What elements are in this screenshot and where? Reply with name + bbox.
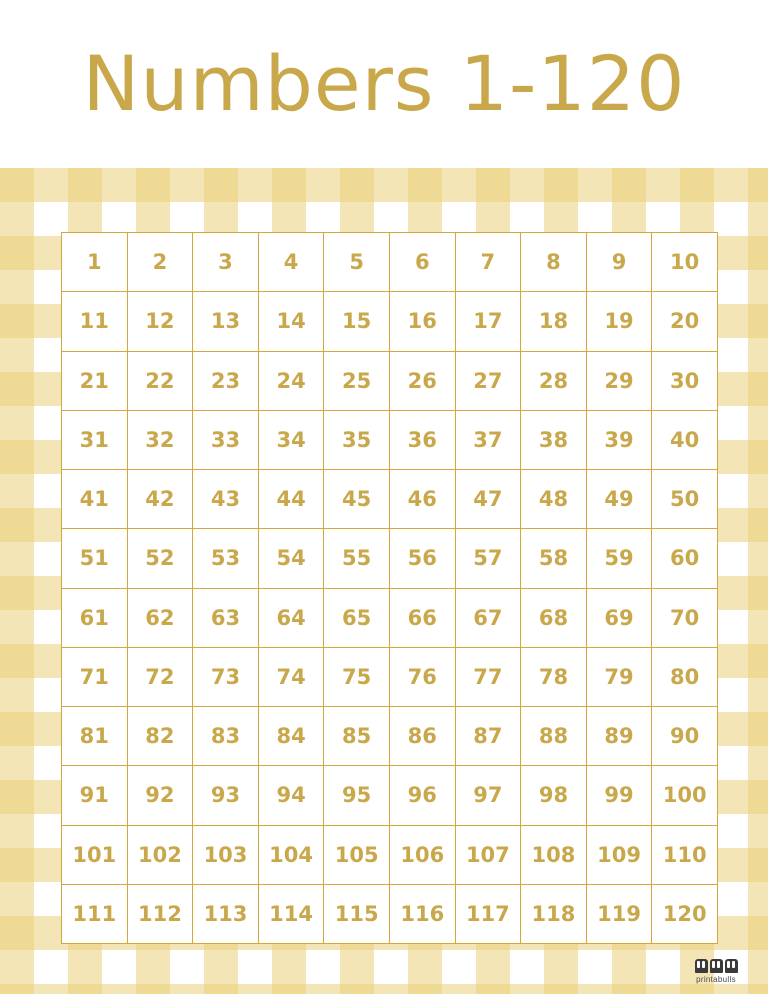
number-cell[interactable]: 84	[258, 707, 324, 766]
number-cell[interactable]: 72	[127, 647, 193, 706]
number-cell[interactable]: 116	[389, 884, 455, 943]
number-cell[interactable]: 21	[62, 351, 128, 410]
bull-head-icon-part	[725, 959, 738, 973]
number-cell[interactable]: 40	[652, 410, 718, 469]
number-cell[interactable]: 24	[258, 351, 324, 410]
number-cell[interactable]: 38	[521, 410, 587, 469]
number-cell[interactable]: 115	[324, 884, 390, 943]
number-cell[interactable]: 7	[455, 233, 521, 292]
number-cell[interactable]: 23	[193, 351, 259, 410]
number-cell[interactable]: 118	[521, 884, 587, 943]
number-cell[interactable]: 97	[455, 766, 521, 825]
number-cell[interactable]: 55	[324, 529, 390, 588]
number-cell[interactable]: 5	[324, 233, 390, 292]
number-cell[interactable]: 75	[324, 647, 390, 706]
number-cell[interactable]: 69	[586, 588, 652, 647]
number-cell[interactable]: 66	[389, 588, 455, 647]
number-cell[interactable]: 9	[586, 233, 652, 292]
table-row	[62, 529, 718, 588]
number-cell[interactable]: 100	[652, 766, 718, 825]
number-cell[interactable]: 91	[62, 766, 128, 825]
number-cell[interactable]: 1	[62, 233, 128, 292]
number-cell[interactable]: 99	[586, 766, 652, 825]
number-cell[interactable]: 70	[652, 588, 718, 647]
number-cell[interactable]: 108	[521, 825, 587, 884]
bull-head-icon	[695, 959, 738, 973]
number-cell[interactable]: 103	[193, 825, 259, 884]
table-row	[62, 233, 718, 292]
number-cell[interactable]: 48	[521, 470, 587, 529]
number-cell[interactable]: 16	[389, 292, 455, 351]
table-row	[62, 884, 718, 943]
number-cell[interactable]: 73	[193, 647, 259, 706]
number-cell[interactable]: 33	[193, 410, 259, 469]
table-row	[62, 470, 718, 529]
number-cell[interactable]: 25	[324, 351, 390, 410]
number-cell[interactable]: 49	[586, 470, 652, 529]
number-cell[interactable]: 14	[258, 292, 324, 351]
number-cell[interactable]: 63	[193, 588, 259, 647]
number-grid-body	[62, 233, 718, 944]
number-cell[interactable]: 114	[258, 884, 324, 943]
number-cell[interactable]: 81	[62, 707, 128, 766]
number-cell[interactable]: 26	[389, 351, 455, 410]
bull-head-icon-part	[695, 959, 708, 973]
number-cell[interactable]: 105	[324, 825, 390, 884]
number-cell[interactable]: 34	[258, 410, 324, 469]
number-cell[interactable]: 35	[324, 410, 390, 469]
number-cell[interactable]: 109	[586, 825, 652, 884]
number-cell[interactable]: 104	[258, 825, 324, 884]
table-row	[62, 410, 718, 469]
number-cell[interactable]: 61	[62, 588, 128, 647]
table-row	[62, 766, 718, 825]
number-cell[interactable]: 77	[455, 647, 521, 706]
number-cell[interactable]: 19	[586, 292, 652, 351]
number-cell[interactable]: 82	[127, 707, 193, 766]
number-cell[interactable]: 12	[127, 292, 193, 351]
table-row	[62, 707, 718, 766]
number-cell[interactable]: 36	[389, 410, 455, 469]
number-cell[interactable]: 67	[455, 588, 521, 647]
number-cell[interactable]: 98	[521, 766, 587, 825]
number-cell[interactable]: 87	[455, 707, 521, 766]
number-cell[interactable]: 60	[652, 529, 718, 588]
number-grid-container	[61, 232, 707, 931]
footer-logo	[680, 944, 752, 984]
number-cell[interactable]: 8	[521, 233, 587, 292]
number-cell[interactable]: 10	[652, 233, 718, 292]
number-cell[interactable]: 46	[389, 470, 455, 529]
number-cell[interactable]: 83	[193, 707, 259, 766]
number-cell[interactable]: 64	[258, 588, 324, 647]
table-row	[62, 588, 718, 647]
number-cell[interactable]: 88	[521, 707, 587, 766]
number-cell[interactable]: 78	[521, 647, 587, 706]
number-cell[interactable]: 54	[258, 529, 324, 588]
number-cell[interactable]: 56	[389, 529, 455, 588]
number-cell[interactable]: 93	[193, 766, 259, 825]
table-row	[62, 351, 718, 410]
number-cell[interactable]: 11	[62, 292, 128, 351]
number-cell[interactable]: 31	[62, 410, 128, 469]
number-cell[interactable]: 4	[258, 233, 324, 292]
number-cell[interactable]: 47	[455, 470, 521, 529]
number-cell[interactable]: 15	[324, 292, 390, 351]
number-cell[interactable]: 89	[586, 707, 652, 766]
number-cell[interactable]: 80	[652, 647, 718, 706]
number-cell[interactable]: 85	[324, 707, 390, 766]
number-cell[interactable]: 62	[127, 588, 193, 647]
number-cell[interactable]: 113	[193, 884, 259, 943]
number-cell[interactable]: 58	[521, 529, 587, 588]
table-row	[62, 647, 718, 706]
number-cell[interactable]: 120	[652, 884, 718, 943]
table-row	[62, 292, 718, 351]
number-cell[interactable]: 59	[586, 529, 652, 588]
number-cell[interactable]: 22	[127, 351, 193, 410]
number-cell[interactable]: 106	[389, 825, 455, 884]
number-cell[interactable]: 39	[586, 410, 652, 469]
number-cell[interactable]: 52	[127, 529, 193, 588]
number-cell[interactable]: 74	[258, 647, 324, 706]
title-area	[0, 0, 768, 168]
number-cell[interactable]: 57	[455, 529, 521, 588]
number-cell[interactable]: 41	[62, 470, 128, 529]
number-cell[interactable]: 96	[389, 766, 455, 825]
number-cell[interactable]: 107	[455, 825, 521, 884]
number-cell[interactable]: 27	[455, 351, 521, 410]
number-cell[interactable]: 65	[324, 588, 390, 647]
number-cell[interactable]: 29	[586, 351, 652, 410]
number-cell[interactable]: 2	[127, 233, 193, 292]
number-cell[interactable]: 37	[455, 410, 521, 469]
number-cell[interactable]: 68	[521, 588, 587, 647]
number-cell[interactable]: 101	[62, 825, 128, 884]
number-cell[interactable]: 30	[652, 351, 718, 410]
number-cell[interactable]: 111	[62, 884, 128, 943]
number-cell[interactable]: 13	[193, 292, 259, 351]
number-cell[interactable]: 50	[652, 470, 718, 529]
number-cell[interactable]: 6	[389, 233, 455, 292]
number-grid	[61, 232, 718, 944]
number-cell[interactable]: 110	[652, 825, 718, 884]
logo-text: printabulls	[696, 975, 736, 984]
number-cell[interactable]: 119	[586, 884, 652, 943]
number-cell[interactable]: 71	[62, 647, 128, 706]
number-cell[interactable]: 43	[193, 470, 259, 529]
number-cell[interactable]: 18	[521, 292, 587, 351]
number-cell[interactable]: 112	[127, 884, 193, 943]
number-cell[interactable]: 51	[62, 529, 128, 588]
number-cell[interactable]: 45	[324, 470, 390, 529]
number-cell[interactable]: 92	[127, 766, 193, 825]
bull-head-icon-part	[710, 959, 723, 973]
number-cell[interactable]: 3	[193, 233, 259, 292]
number-cell[interactable]: 17	[455, 292, 521, 351]
number-cell[interactable]: 90	[652, 707, 718, 766]
number-cell[interactable]: 117	[455, 884, 521, 943]
number-cell[interactable]: 32	[127, 410, 193, 469]
page-title: Numbers 1-120	[82, 39, 686, 128]
number-cell[interactable]: 44	[258, 470, 324, 529]
number-cell[interactable]: 28	[521, 351, 587, 410]
number-cell[interactable]: 79	[586, 647, 652, 706]
number-cell[interactable]: 95	[324, 766, 390, 825]
number-cell[interactable]: 20	[652, 292, 718, 351]
number-cell[interactable]: 53	[193, 529, 259, 588]
number-cell[interactable]: 94	[258, 766, 324, 825]
table-row	[62, 825, 718, 884]
number-cell[interactable]: 76	[389, 647, 455, 706]
number-cell[interactable]: 86	[389, 707, 455, 766]
number-cell[interactable]: 102	[127, 825, 193, 884]
number-cell[interactable]: 42	[127, 470, 193, 529]
